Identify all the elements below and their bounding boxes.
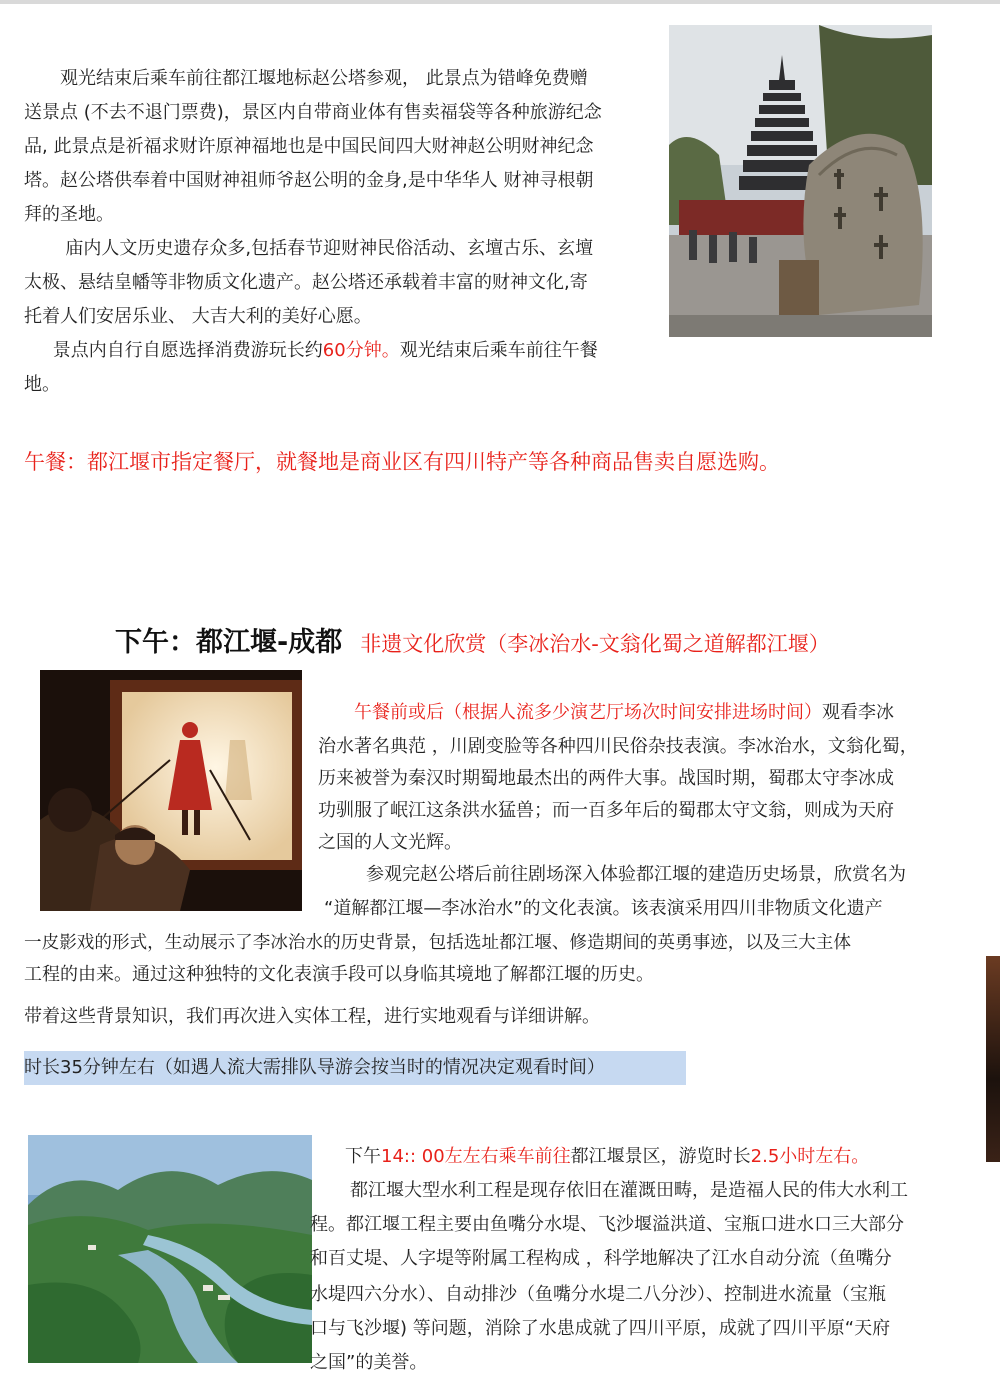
scenic-area-text: 都江堰景区，游览时长 bbox=[570, 1146, 751, 1167]
heading-subtitle: 非遗文化欣赏（李冰治水-文翁化蜀之道解都江堰） bbox=[360, 632, 830, 656]
performance-line-3: 历来被誉为秦汉时期蜀地最杰出的两件大事。战国时期，蜀郡太守李冰成 bbox=[318, 768, 894, 789]
dujiangyan-line-6: 口与飞沙堰) 等问题，消除了水患成就了四川平原，成就了四川平原“天府 bbox=[310, 1318, 891, 1339]
intro-paragraph-1: 观光结束后乘车前往都江堰地标赵公塔参观， 此景点为错峰免费赠送景点 (不去不退门票费)，景区内自带商业体有售卖福袋等各种旅游纪念品, 此景点是祈福求财许原神福地也是中国民间四大财神赵公明财神纪念塔。赵公塔供奉着中国财神祖师爷赵公明的金身,是中华华人 财神寻根朝拜的圣地。 bbox=[24, 68, 602, 225]
intro-paragraph-3 bbox=[24, 334, 614, 402]
timing-note: 午餐前或后（根据人流多少演艺厅场次时间安排进场时间） bbox=[354, 702, 822, 723]
background-knowledge: 带着这些背景知识，我们再次进入实体工程，进行实地观看与详细讲解。 bbox=[24, 1006, 600, 1027]
after-text: 观光结束后乘车前往午餐地。 bbox=[24, 340, 598, 395]
departure-time: 14:: 00左左右乘车前往 bbox=[381, 1146, 571, 1167]
theater-line-1: 参观完赵公塔后前往剧场深入体验都江堰的建造历史场景，欣赏名为 bbox=[366, 864, 906, 885]
theater-line-4: 工程的由来。通过这种独特的文化表演手段可以身临其境地了解都江堰的历史。 bbox=[24, 964, 654, 985]
visit-line-1 bbox=[345, 1140, 869, 1174]
duration-text: 景点内自行自愿选择消费游玩长约 bbox=[52, 340, 323, 361]
pagoda-photo bbox=[669, 25, 932, 337]
duration-highlight: 60分钟。 bbox=[322, 340, 400, 361]
afternoon-heading bbox=[115, 620, 830, 659]
dujiangyan-aerial-photo bbox=[28, 1135, 312, 1363]
performance-line-4: 功驯服了岷江这条洪水猛兽；而一百多年后的蜀郡太守文翁，则成为天府 bbox=[318, 800, 894, 821]
dujiangyan-line-2: 都江堰大型水利工程是现存依旧在灌溉田畴，是造福人民的伟大水利工 bbox=[350, 1180, 908, 1201]
duration-highlight-bar: 时长35分钟左右（如遇人流大需排队导游会按当时的情况决定观看时间） bbox=[24, 1051, 686, 1085]
afternoon-label: 下午 bbox=[345, 1146, 381, 1167]
dujiangyan-line-4: 和百丈堤、人字堤等附属工程构成 ，科学地解决了江水自动分流（鱼嘴分 bbox=[310, 1248, 892, 1269]
dujiangyan-line-7: 之国”的美誉。 bbox=[310, 1352, 428, 1373]
lunch-notice: 午餐：都江堰市指定餐厅，就餐地是商业区有四川特产等各种商品售卖自愿选购。 bbox=[24, 450, 780, 474]
theater-line-2: “道解都江堰—李冰治水”的文化表演。该表演采用四川非物质文化遗产 bbox=[324, 898, 883, 919]
edge-photo-strip bbox=[986, 956, 1000, 1162]
page-top-border bbox=[0, 0, 1000, 4]
performance-line-2: 治水著名典范 ，川剧变脸等各种四川民俗杂技表演。李冰治水，文翁化蜀， bbox=[318, 736, 918, 757]
dujiangyan-line-3: 程。都江堰工程主要由鱼嘴分水堤、飞沙堰溢洪道、宝瓶口进水口三大部分 bbox=[310, 1214, 904, 1235]
performance-line-1 bbox=[318, 696, 998, 730]
shadow-puppet-photo bbox=[40, 670, 302, 911]
performance-text-a: 观看李冰 bbox=[822, 702, 894, 723]
theater-line-3: 一皮影戏的形式，生动展示了李冰治水的历史背景，包括选址都江堰、修造期间的英勇事迹，以及三大主体 bbox=[24, 933, 851, 953]
intro-paragraph-2: 庙内人文历史遗存众多,包括春节迎财神民俗活动、玄壇古乐、玄壇太极、悬结皇幡等非物质文化遗产。赵公塔还承载着丰富的财神文化,寄托着人们安居乐业、 大吉大利的美好心愿。 bbox=[24, 238, 594, 327]
visit-duration: 2.5小时左右。 bbox=[750, 1146, 870, 1167]
heading-title: 下午：都江堰-成都 bbox=[115, 627, 343, 658]
dujiangyan-line-5: 水堤四六分水）、自动排沙（鱼嘴分水堤二八分沙）、控制进水流量（宝瓶 bbox=[310, 1284, 886, 1305]
performance-line-5: 之国的人文光辉。 bbox=[318, 832, 462, 853]
